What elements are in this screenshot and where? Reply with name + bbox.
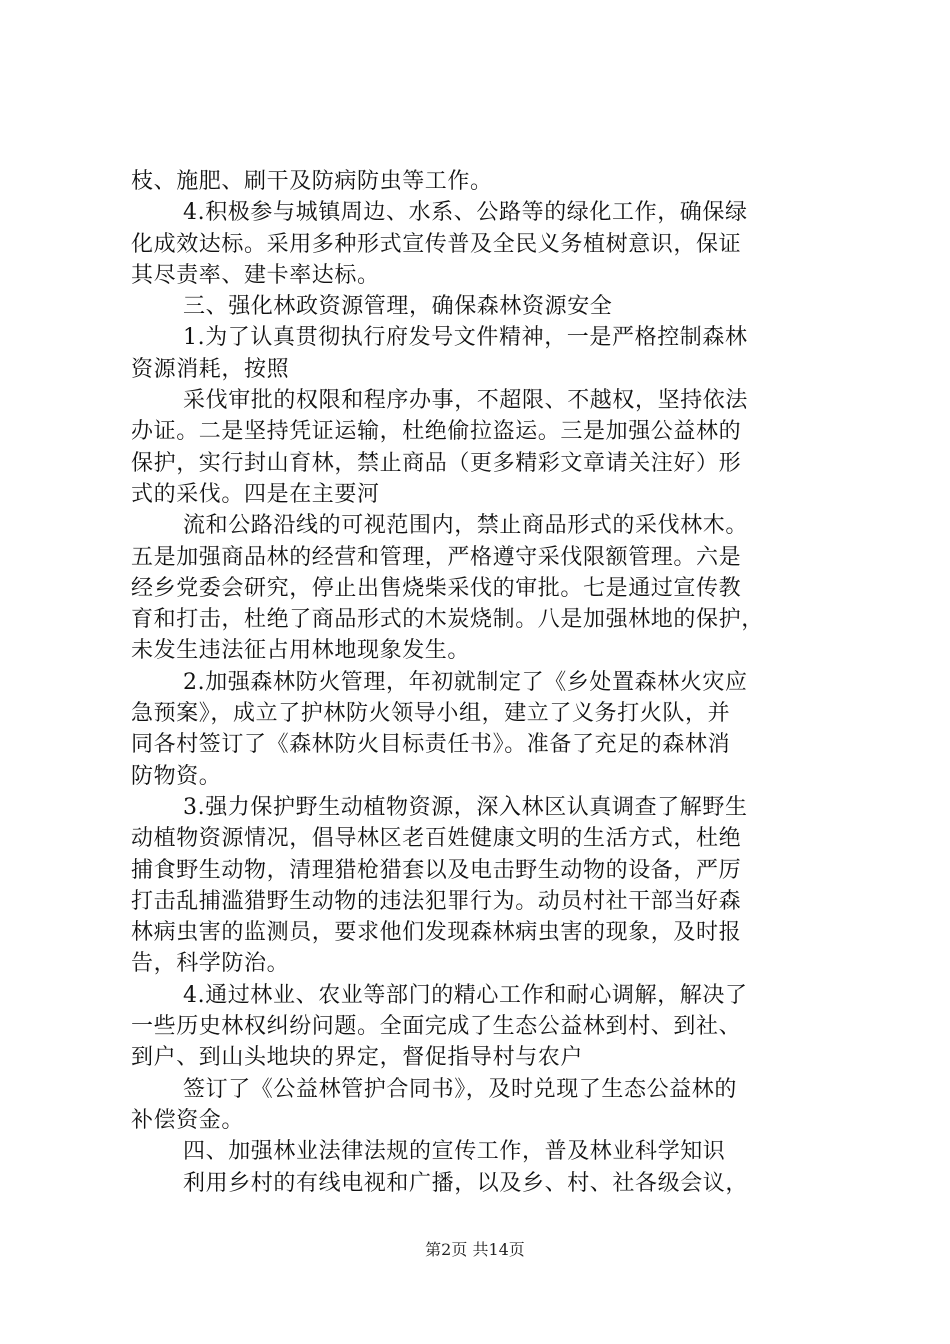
document-body	[131, 166, 831, 1199]
text-line: 一些历史林权纠纷问题。全面完成了生态公益林到村、到社、	[131, 1014, 742, 1040]
text-line: 同各村签订了《森林防火目标责任书》。准备了充足的森林消	[131, 732, 731, 758]
text-line: 保护，实行封山育林，禁止商品（更多精彩文章请关注好）形	[131, 450, 742, 476]
text-line: 打击乱捕滥猎野生动物的违法犯罪行为。动员村社干部当好森	[131, 888, 742, 914]
text-line: 枝、施肥、刷干及防病防虫等工作。	[131, 169, 493, 194]
text-line: 流和公路沿线的可视范围内，禁止商品形式的采伐林木。	[183, 513, 749, 539]
text-line: 资源消耗，按照	[131, 356, 290, 382]
text-line: 1.为了认真贯彻执行府发号文件精神，一是严格控制森林	[183, 325, 748, 351]
text-line: 育和打击，杜绝了商品形式的木炭烧制。八是加强林地的保护，	[131, 607, 764, 633]
text-line: 采伐审批的权限和程序办事，不超限、不越权，坚持依法	[183, 388, 749, 414]
text-line: 到户、到山头地块的界定，督促指导村与农户	[131, 1045, 584, 1071]
text-line: 4.通过林业、农业等部门的精心工作和耐心调解，解决了	[183, 982, 748, 1008]
text-line: 告，科学防治。	[131, 951, 290, 977]
text-line: 五是加强商品林的经营和管理，严格遵守采伐限额管理。六是	[131, 544, 742, 570]
text-line: 林病虫害的监测员，要求他们发现森林病虫害的现象，及时报	[131, 920, 742, 946]
text-line: 其尽责率、建卡率达标。	[131, 262, 380, 288]
page-footer: 第2页 共14页	[425, 1240, 525, 1259]
text-line: 式的采伐。四是在主要河	[131, 481, 380, 507]
text-line: 化成效达标。采用多种形式宣传普及全民义务植树意识，保证	[131, 231, 742, 257]
text-line: 急预案》，成立了护林防火领导小组，建立了义务打火队，并	[131, 701, 731, 727]
text-line: 动植物资源情况，倡导林区老百姓健康文明的生活方式，杜绝	[131, 826, 742, 852]
text-line: 4.积极参与城镇周边、水系、公路等的绿化工作，确保绿	[183, 200, 748, 226]
text-line: 四、加强林业法律法规的宣传工作，普及林业科学知识	[183, 1139, 726, 1165]
text-line: 2.加强森林防火管理，年初就制定了《乡处置森林火灾应	[183, 669, 748, 695]
text-line: 捕食野生动物，清理猎枪猎套以及电击野生动物的设备，严厉	[131, 857, 742, 883]
text-line: 签订了《公益林管护合同书》，及时兑现了生态公益林的	[183, 1076, 738, 1102]
text-line: 补偿资金。	[131, 1107, 245, 1133]
text-line: 防物资。	[131, 763, 222, 789]
text-line: 利用乡村的有线电视和广播，以及乡、村、社各级会议，	[183, 1170, 749, 1196]
text-line: 三、强化林政资源管理，确保森林资源安全	[183, 294, 613, 320]
text-line: 未发生违法征占用林地现象发生。	[131, 638, 471, 664]
text-line: 经乡党委会研究，停止出售烧柴采伐的审批。七是通过宣传教	[131, 575, 742, 601]
text-line: 办证。二是坚持凭证运输，杜绝偷拉盗运。三是加强公益林的	[131, 419, 742, 445]
text-line: 3.强力保护野生动植物资源，深入林区认真调查了解野生	[183, 794, 748, 820]
